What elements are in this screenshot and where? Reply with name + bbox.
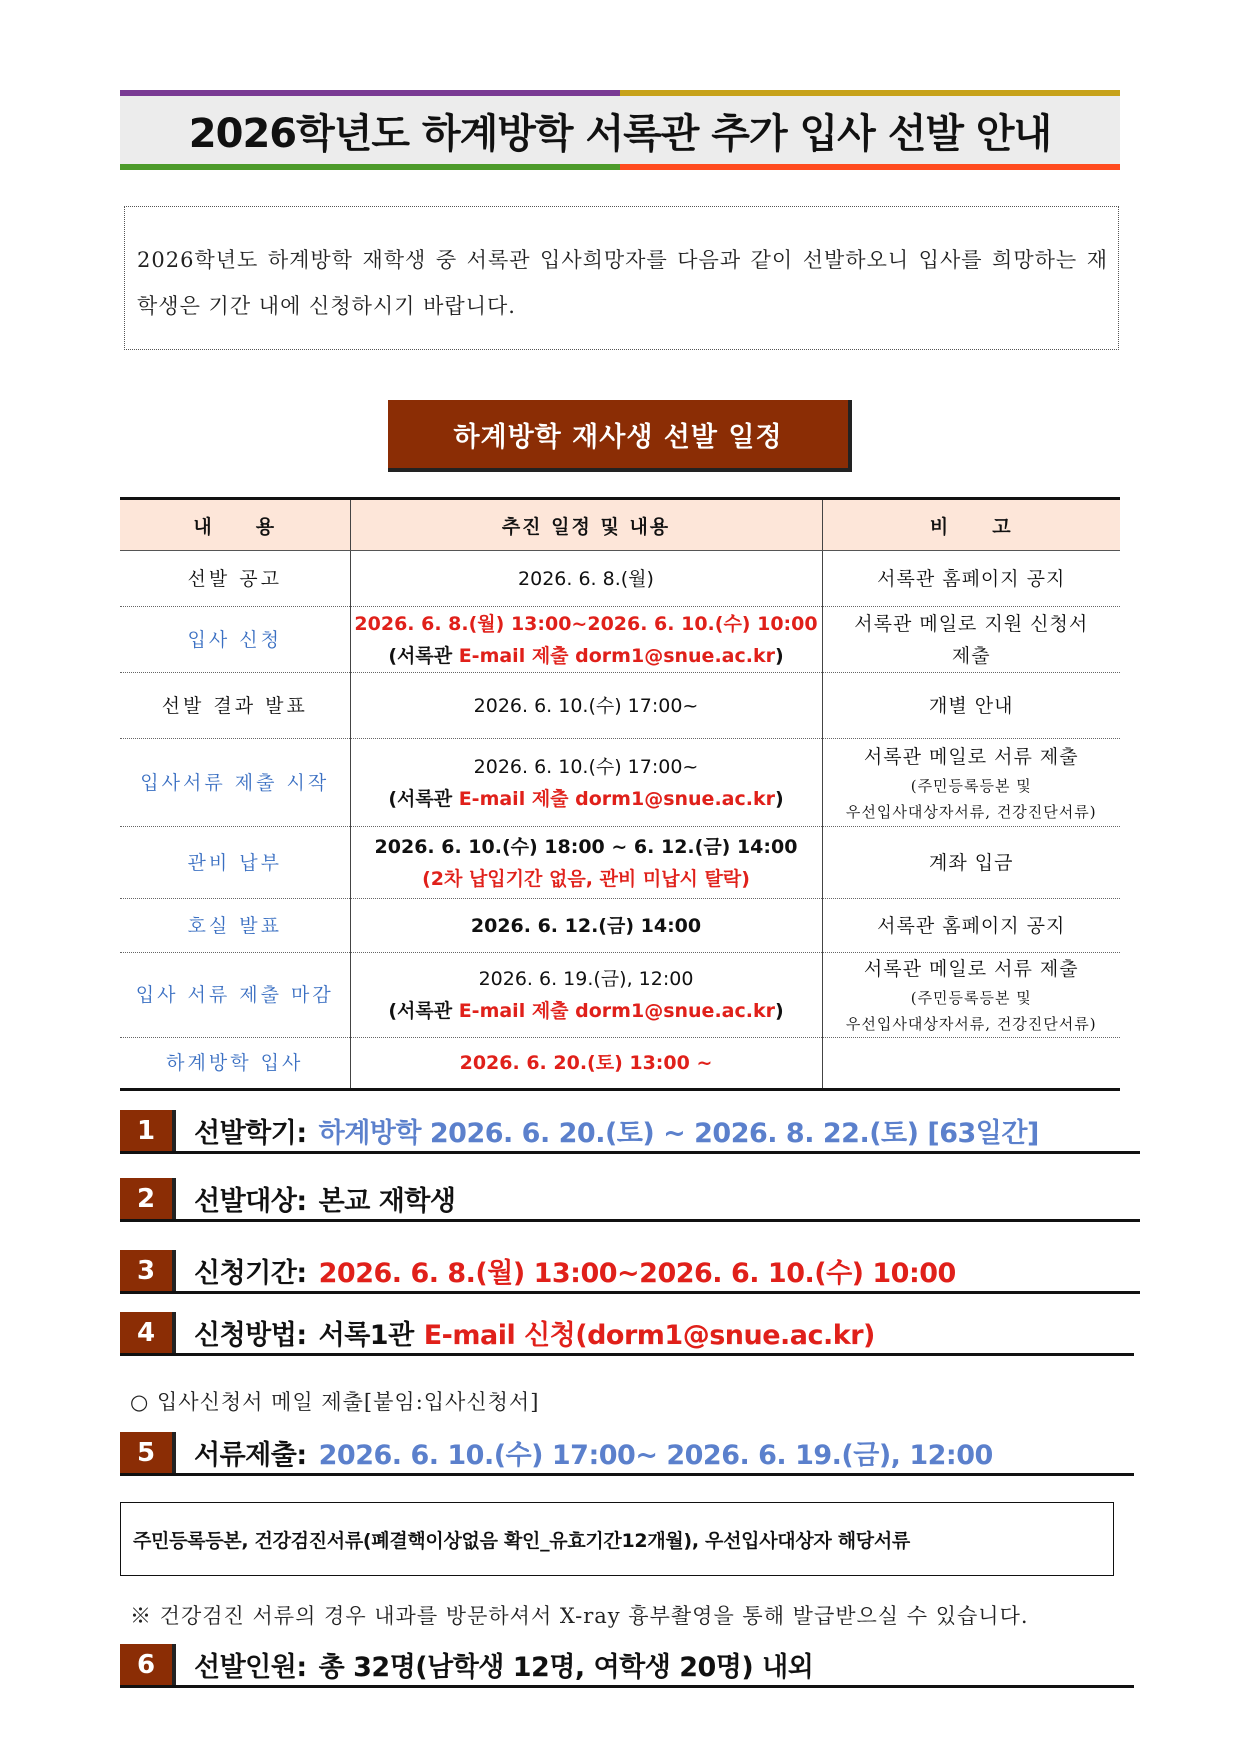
- table-row: [120, 607, 1120, 673]
- section-label: 선발인원:: [194, 1652, 307, 1683]
- schedule-line: 2026. 6. 10.(수) 18:00 ~ 6. 12.(금) 14:00: [374, 835, 798, 858]
- section-number: 5: [120, 1432, 176, 1473]
- row-item: 선발 공고: [120, 551, 350, 607]
- row-schedule: [350, 607, 822, 673]
- section-value: E-mail 신청(dorm1@snue.ac.kr): [423, 1320, 875, 1351]
- row-item: 호실 발표: [120, 899, 350, 953]
- section-label: 신청방법:: [194, 1320, 307, 1351]
- row-schedule: 2026. 6. 10.(수) 17:00~: [350, 673, 822, 739]
- section-label: 선발학기:: [194, 1118, 307, 1149]
- schedule-line: (2차 납입기간 없음, 관비 미납시 탈락): [422, 867, 750, 890]
- table-row: [120, 739, 1120, 827]
- row-schedule: 2026. 6. 12.(금) 14:00: [350, 899, 822, 953]
- row-schedule: [350, 827, 822, 899]
- section-1: [120, 1110, 1140, 1154]
- row-note: 서록관 홈페이지 공지: [822, 899, 1120, 953]
- schedule-line: 2026. 6. 8.(월) 13:00~2026. 6. 10.(수) 10:00: [354, 612, 818, 635]
- row-schedule: [350, 739, 822, 827]
- section-6: [120, 1644, 1134, 1688]
- section-3: [120, 1250, 1140, 1294]
- section-2: [120, 1178, 1140, 1222]
- row-item: 선발 결과 발표: [120, 673, 350, 739]
- table-row: [120, 551, 1120, 607]
- section-number: 2: [120, 1178, 176, 1219]
- header-item: 내 용: [120, 499, 350, 551]
- schedule-title: 하계방학 재사생 선발 일정: [388, 400, 852, 472]
- table-row: [120, 953, 1120, 1038]
- row-item: 입사 서류 제출 마감: [120, 953, 350, 1038]
- row-note: 서록관 홈페이지 공지: [822, 551, 1120, 607]
- intro-box: [124, 206, 1119, 350]
- title-bottom-bar: [120, 164, 1120, 170]
- section-label: 서류제출:: [194, 1440, 307, 1471]
- page-title: 2026학년도 하계방학 서록관 추가 입사 선발 안내: [188, 110, 1052, 157]
- row-item: 입사서류 제출 시작: [120, 739, 350, 827]
- section-value: 총 32명(남학생 12명, 여학생 20명) 내외: [318, 1652, 814, 1683]
- schedule-line: (서록관 E-mail 제출 dorm1@snue.ac.kr): [388, 644, 784, 667]
- section-number: 4: [120, 1312, 176, 1353]
- schedule-line: (서록관 E-mail 제출 dorm1@snue.ac.kr): [388, 1000, 784, 1022]
- table-row: [120, 827, 1120, 899]
- row-note: 계좌 입금: [822, 827, 1120, 899]
- section-value-prefix: 서록1관: [318, 1320, 414, 1351]
- intro-text: 2026학년도 하계방학 재학생 중 서록관 입사희망자를 다음과 같이 선발하오니 입사를 희망하는 재학생은 기간 내에 신청하시기 바랍니다.: [137, 248, 1108, 318]
- row-note: [822, 1038, 1120, 1090]
- section-4: [120, 1312, 1134, 1356]
- schedule-line: 2026. 6. 19.(금), 12:00: [478, 968, 694, 990]
- section-value: 본교 재학생: [318, 1186, 456, 1217]
- row-item: 입사 신청: [120, 607, 350, 673]
- documents-text: 주민등록등본, 건강검진서류(폐결핵이상없음 확인_유효기간12개월), 우선입사대상자 해당서류: [133, 1529, 910, 1552]
- header-schedule: 추진 일정 및 내용: [350, 499, 822, 551]
- header-note: 비 고: [822, 499, 1120, 551]
- section-value: 2026. 6. 8.(월) 13:00~2026. 6. 10.(수) 10:00: [318, 1258, 956, 1289]
- row-note: 서록관 메일로 서류 제출 (주민등록등본 및 우선입사대상자서류, 건강진단서류): [822, 739, 1120, 827]
- title-banner: [120, 90, 1120, 170]
- documents-box: [120, 1502, 1114, 1576]
- xray-note: ※ 건강검진 서류의 경우 내과를 방문하셔서 X-ray 흉부촬영을 통해 발급받으실 수 있습니다.: [130, 1604, 1029, 1628]
- row-note: 서록관 메일로 지원 신청서 제출: [822, 607, 1120, 673]
- schedule-table: [120, 497, 1120, 1091]
- title-body: [120, 96, 1120, 164]
- section-label: 신청기간:: [194, 1258, 307, 1289]
- table-header-row: [120, 499, 1120, 551]
- row-item: 관비 납부: [120, 827, 350, 899]
- schedule-line: 2026. 6. 10.(수) 17:00~: [473, 755, 699, 778]
- section-value: 2026. 6. 10.(수) 17:00~ 2026. 6. 19.(금), 12:00: [318, 1440, 993, 1471]
- row-item: 하계방학 입사: [120, 1038, 350, 1090]
- table-row: [120, 673, 1120, 739]
- row-schedule: 2026. 6. 8.(월): [350, 551, 822, 607]
- section-number: 3: [120, 1250, 176, 1291]
- section-5: [120, 1432, 1134, 1476]
- section-number: 1: [120, 1110, 176, 1151]
- table-row: [120, 899, 1120, 953]
- row-schedule: 2026. 6. 20.(토) 13:00 ~: [350, 1038, 822, 1090]
- table-row: [120, 1038, 1120, 1090]
- schedule-line: (서록관 E-mail 제출 dorm1@snue.ac.kr): [388, 787, 784, 810]
- row-note: 서록관 메일로 서류 제출 (주민등록등본 및 우선입사대상자서류, 건강진단서류): [822, 953, 1120, 1038]
- method-note: ○ 입사신청서 메일 제출[붙임:입사신청서]: [130, 1390, 540, 1414]
- row-note: 개별 안내: [822, 673, 1120, 739]
- section-label: 선발대상:: [194, 1186, 307, 1217]
- section-value: 하계방학 2026. 6. 20.(토) ~ 2026. 8. 22.(토) [63일간]: [318, 1118, 1039, 1149]
- section-number: 6: [120, 1644, 176, 1685]
- row-schedule: [350, 953, 822, 1038]
